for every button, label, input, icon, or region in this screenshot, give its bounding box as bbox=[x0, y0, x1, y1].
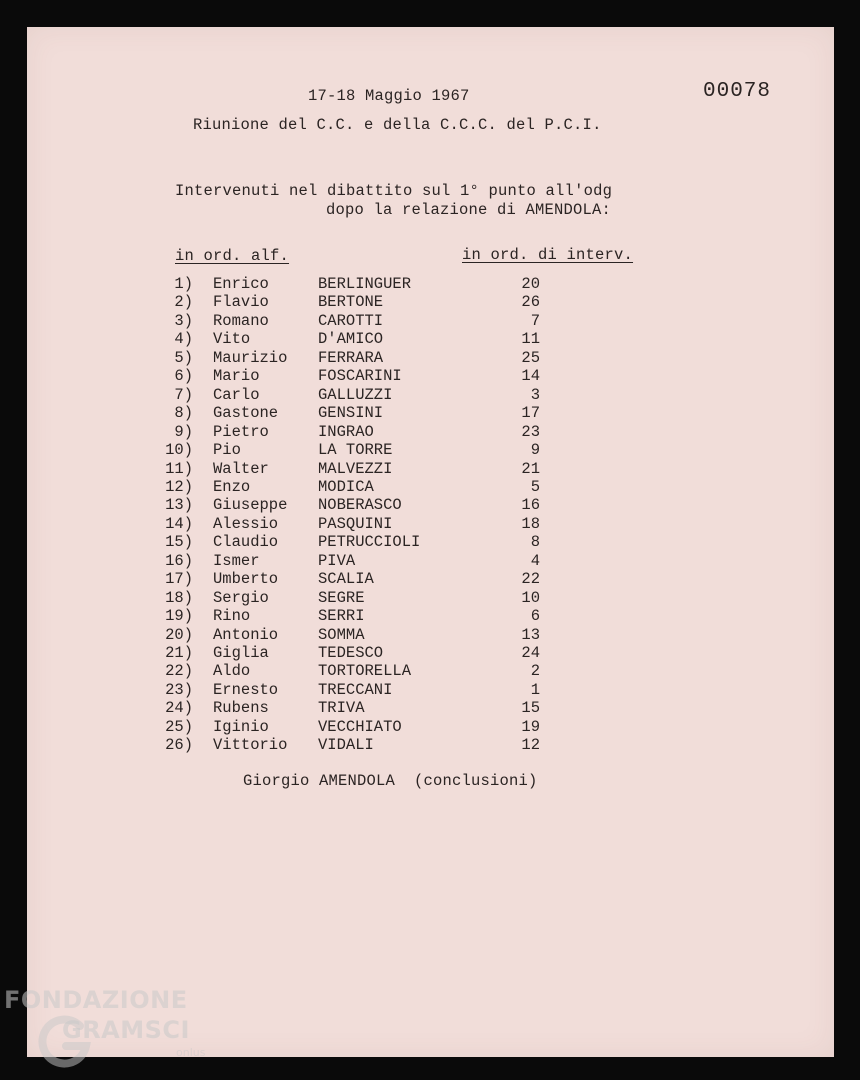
speaker-first-name: Aldo bbox=[213, 662, 251, 681]
speaker-row bbox=[0, 423, 860, 442]
speaker-number: 1) bbox=[174, 275, 193, 293]
speaker-number: 8) bbox=[174, 404, 193, 423]
speaker-last-name: FOSCARINI bbox=[318, 367, 402, 386]
speaker-first-name: Claudio bbox=[213, 533, 279, 552]
speaker-number: 16) bbox=[165, 551, 193, 570]
speaker-last-name: GALLUZZI bbox=[318, 385, 393, 404]
intro-line-2: dopo la relazione di AMENDOLA: bbox=[326, 201, 612, 219]
speaker-intervention-order: 14 bbox=[521, 367, 540, 386]
speaker-last-name: CAROTTI bbox=[318, 311, 384, 330]
speaker-number: 18) bbox=[165, 588, 193, 607]
speaker-first-name: Enrico bbox=[213, 275, 269, 293]
speaker-number: 12) bbox=[165, 477, 193, 496]
speaker-first-name: Ismer bbox=[213, 551, 260, 570]
speaker-row bbox=[0, 293, 860, 312]
speaker-number: 17) bbox=[165, 570, 193, 589]
speaker-intervention-order: 26 bbox=[521, 293, 540, 312]
speaker-intervention-order: 25 bbox=[521, 348, 540, 367]
logo-text-top: FONDAZIONE bbox=[4, 986, 188, 1014]
speaker-last-name: NOBERASCO bbox=[318, 496, 402, 515]
speaker-number: 26) bbox=[165, 736, 193, 755]
speaker-first-name: Giglia bbox=[213, 644, 269, 662]
speaker-last-name: SOMMA bbox=[318, 625, 365, 644]
speaker-first-name: Pio bbox=[213, 441, 241, 460]
speaker-row bbox=[0, 718, 860, 737]
speaker-intervention-order: 24 bbox=[521, 644, 540, 662]
speaker-number: 4) bbox=[174, 330, 193, 349]
speaker-first-name: Romano bbox=[213, 311, 269, 330]
speaker-first-name: Vittorio bbox=[213, 736, 288, 755]
speaker-intervention-order: 18 bbox=[521, 514, 540, 533]
speaker-row bbox=[0, 478, 860, 497]
speaker-last-name: PETRUCCIOLI bbox=[318, 533, 421, 552]
speaker-intervention-order: 16 bbox=[521, 496, 540, 515]
speaker-intervention-order: 7 bbox=[530, 311, 540, 330]
speaker-first-name: Alessio bbox=[213, 514, 279, 533]
speaker-last-name: FERRARA bbox=[318, 348, 384, 367]
speaker-row bbox=[0, 367, 860, 386]
speaker-intervention-order: 13 bbox=[521, 625, 540, 644]
speaker-last-name: BERTONE bbox=[318, 293, 384, 312]
speaker-last-name: LA TORRE bbox=[318, 441, 393, 460]
speaker-number: 3) bbox=[174, 311, 193, 330]
speaker-last-name: TRECCANI bbox=[318, 680, 393, 699]
speaker-number: 25) bbox=[165, 717, 193, 736]
speaker-row bbox=[0, 312, 860, 331]
speaker-first-name: Walter bbox=[213, 459, 269, 478]
column-header-intervention-order: in ord. di interv. bbox=[462, 246, 634, 264]
speaker-number: 6) bbox=[174, 367, 193, 386]
speaker-first-name: Vito bbox=[213, 330, 251, 349]
speaker-first-name: Antonio bbox=[213, 625, 279, 644]
speaker-intervention-order: 9 bbox=[530, 441, 540, 460]
document-title: Riunione del C.C. e della C.C.C. del P.C.I. bbox=[193, 116, 602, 134]
speaker-intervention-order: 4 bbox=[530, 551, 540, 570]
speaker-row bbox=[0, 736, 860, 755]
speaker-row bbox=[0, 404, 860, 423]
speaker-intervention-order: 22 bbox=[521, 570, 540, 589]
speaker-intervention-order: 21 bbox=[521, 459, 540, 478]
intro-line-1: Intervenuti nel dibattito sul 1° punto all'odg bbox=[175, 182, 613, 200]
speaker-row bbox=[0, 607, 860, 626]
logo-text-bottom: GRAMSCI bbox=[62, 1016, 190, 1044]
speaker-intervention-order: 19 bbox=[521, 717, 540, 736]
speaker-first-name: Giuseppe bbox=[213, 496, 288, 515]
speaker-number: 22) bbox=[165, 662, 193, 681]
speaker-first-name: Enzo bbox=[213, 477, 251, 496]
speaker-last-name: BERLINGUER bbox=[318, 275, 412, 293]
document-number: 00078 bbox=[703, 80, 772, 103]
speaker-first-name: Rubens bbox=[213, 699, 269, 718]
speaker-row bbox=[0, 570, 860, 589]
speaker-row bbox=[0, 330, 860, 349]
speaker-row bbox=[0, 386, 860, 405]
speaker-number: 13) bbox=[165, 496, 193, 515]
speaker-row bbox=[0, 496, 860, 515]
speaker-last-name: SEGRE bbox=[318, 588, 365, 607]
speaker-row bbox=[0, 589, 860, 608]
speaker-row bbox=[0, 626, 860, 645]
speaker-intervention-order: 23 bbox=[521, 422, 540, 441]
speaker-intervention-order: 10 bbox=[521, 588, 540, 607]
watermark-logo bbox=[4, 986, 224, 1076]
speaker-first-name: Mario bbox=[213, 367, 260, 386]
speaker-intervention-order: 11 bbox=[521, 330, 540, 349]
speaker-number: 7) bbox=[174, 385, 193, 404]
speaker-row bbox=[0, 552, 860, 571]
speaker-intervention-order: 12 bbox=[521, 736, 540, 755]
speaker-intervention-order: 8 bbox=[530, 533, 540, 552]
speaker-first-name: Pietro bbox=[213, 422, 269, 441]
speaker-last-name: TRIVA bbox=[318, 699, 365, 718]
speaker-first-name: Rino bbox=[213, 607, 251, 626]
closing-line: Giorgio AMENDOLA (conclusioni) bbox=[243, 772, 538, 790]
speaker-row bbox=[0, 662, 860, 681]
speaker-first-name: Gastone bbox=[213, 404, 279, 423]
speaker-first-name: Umberto bbox=[213, 570, 279, 589]
speaker-number: 10) bbox=[165, 441, 193, 460]
speaker-last-name: VIDALI bbox=[318, 736, 374, 755]
speaker-last-name: INGRAO bbox=[318, 422, 374, 441]
speaker-row bbox=[0, 644, 860, 663]
speaker-last-name: D'AMICO bbox=[318, 330, 384, 349]
speaker-row bbox=[0, 681, 860, 700]
column-header-alphabetical: in ord. alf. bbox=[175, 247, 290, 265]
speaker-last-name: TEDESCO bbox=[318, 644, 384, 662]
speaker-intervention-order: 6 bbox=[530, 607, 540, 626]
logo-text-onlus: onlus bbox=[176, 1046, 206, 1059]
speaker-number: 20) bbox=[165, 625, 193, 644]
speaker-number: 21) bbox=[165, 644, 193, 662]
speaker-first-name: Sergio bbox=[213, 588, 269, 607]
speaker-last-name: MALVEZZI bbox=[318, 459, 393, 478]
speaker-first-name: Carlo bbox=[213, 385, 260, 404]
speaker-last-name: PASQUINI bbox=[318, 514, 393, 533]
speaker-last-name: PIVA bbox=[318, 551, 356, 570]
speaker-row bbox=[0, 275, 860, 294]
speaker-intervention-order: 3 bbox=[530, 385, 540, 404]
speaker-number: 2) bbox=[174, 293, 193, 312]
speaker-row bbox=[0, 441, 860, 460]
speaker-number: 15) bbox=[165, 533, 193, 552]
speaker-intervention-order: 5 bbox=[530, 477, 540, 496]
speaker-last-name: GENSINI bbox=[318, 404, 384, 423]
speaker-intervention-order: 15 bbox=[521, 699, 540, 718]
speaker-last-name: MODICA bbox=[318, 477, 374, 496]
speaker-last-name: SERRI bbox=[318, 607, 365, 626]
speaker-row bbox=[0, 533, 860, 552]
speaker-last-name: VECCHIATO bbox=[318, 717, 402, 736]
speaker-number: 5) bbox=[174, 348, 193, 367]
speaker-first-name: Flavio bbox=[213, 293, 269, 312]
speaker-first-name: Maurizio bbox=[213, 348, 288, 367]
speaker-number: 9) bbox=[174, 422, 193, 441]
speaker-number: 19) bbox=[165, 607, 193, 626]
speaker-last-name: SCALIA bbox=[318, 570, 374, 589]
speaker-row bbox=[0, 460, 860, 479]
speaker-intervention-order: 2 bbox=[530, 662, 540, 681]
speaker-row bbox=[0, 515, 860, 534]
speaker-intervention-order: 1 bbox=[530, 680, 540, 699]
speaker-first-name: Ernesto bbox=[213, 680, 279, 699]
speaker-number: 23) bbox=[165, 680, 193, 699]
speaker-row bbox=[0, 699, 860, 718]
document-date: 17-18 Maggio 1967 bbox=[308, 87, 470, 105]
speaker-last-name: TORTORELLA bbox=[318, 662, 412, 681]
speaker-row bbox=[0, 349, 860, 368]
speaker-intervention-order: 17 bbox=[521, 404, 540, 423]
speaker-number: 24) bbox=[165, 699, 193, 718]
speaker-intervention-order: 20 bbox=[521, 275, 540, 293]
speaker-number: 11) bbox=[165, 459, 193, 478]
speaker-number: 14) bbox=[165, 514, 193, 533]
speaker-first-name: Iginio bbox=[213, 717, 269, 736]
